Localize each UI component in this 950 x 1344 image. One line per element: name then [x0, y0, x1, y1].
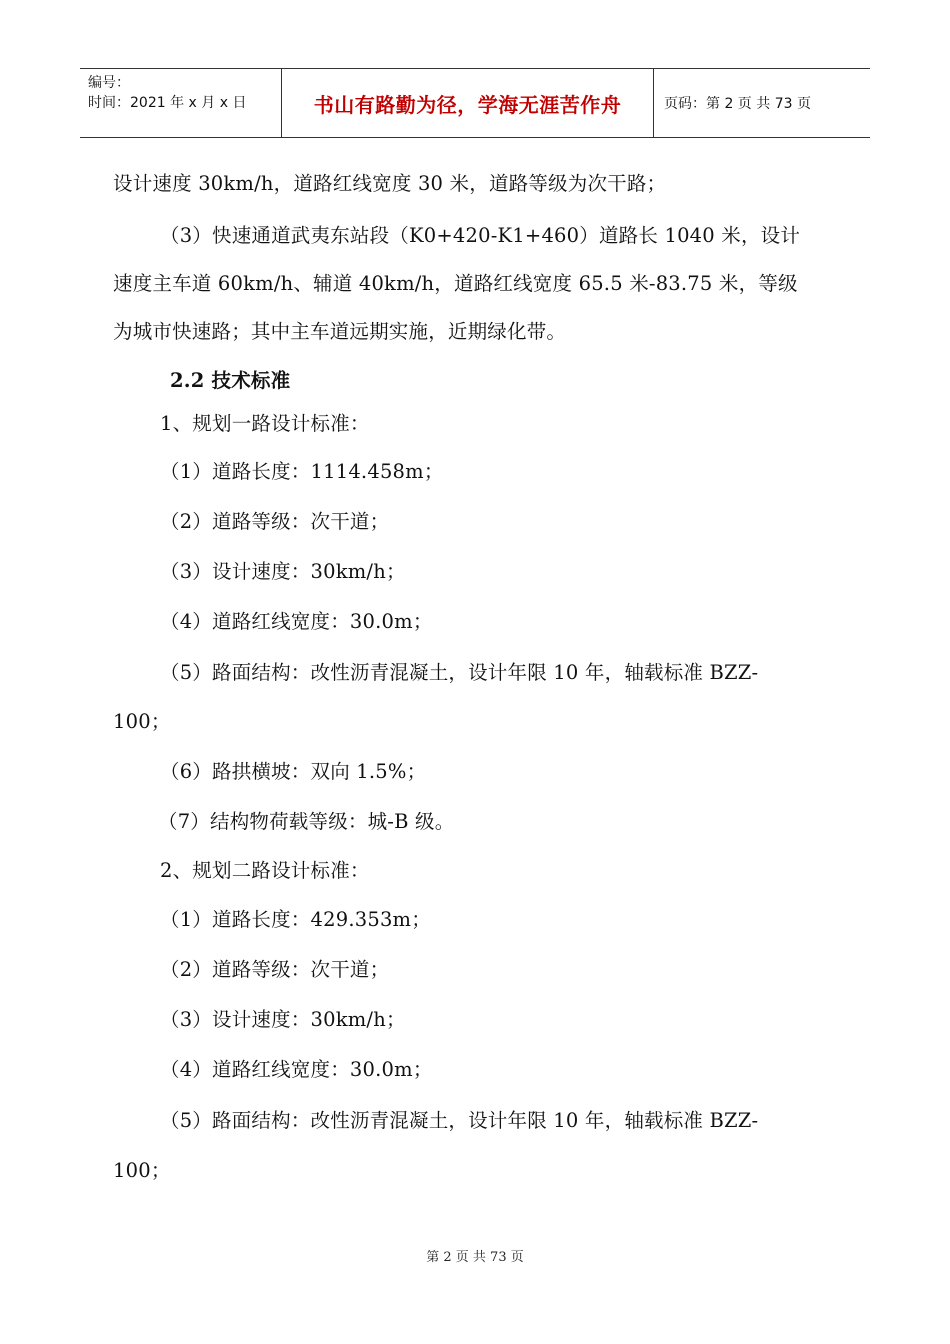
- body-line: （7）结构物荷载等级：城-B 级。: [158, 810, 455, 833]
- body-line: 100；: [113, 1159, 171, 1182]
- page-footer: 第 2 页 共 73 页: [426, 1250, 524, 1265]
- body-line: 100；: [113, 710, 171, 733]
- page-header: [80, 68, 870, 138]
- document-number-label: 编号：: [88, 75, 130, 91]
- body-line: 1、规划一路设计标准：: [160, 412, 370, 435]
- section-heading: 2.2 技术标准: [170, 369, 291, 392]
- body-line: （5）路面结构：改性沥青混凝土，设计年限 10 年，轴载标准 BZZ-: [160, 661, 759, 684]
- body-line: 为城市快速路；其中主车道远期实施，近期绿化带。: [113, 320, 567, 343]
- body-line: （1）道路长度：429.353m；: [160, 908, 431, 931]
- body-line: （2）道路等级：次干道；: [160, 958, 390, 981]
- header-motto-cell: [282, 69, 654, 137]
- header-motto: 书山有路勤为径，学海无涯苦作舟: [313, 92, 622, 117]
- body-line: （3）设计速度：30km/h；: [160, 1008, 406, 1031]
- body-line: （4）道路红线宽度：30.0m；: [160, 610, 433, 633]
- body-line: （4）道路红线宽度：30.0m；: [160, 1058, 433, 1081]
- body-line: 速度主车道 60km/h、辅道 40km/h，道路红线宽度 65.5 米-83.75 米，等级: [113, 272, 798, 295]
- document-date-label: 时间：2021 年 x 月 x 日: [88, 95, 247, 111]
- body-line: 设计速度 30km/h，道路红线宽度 30 米，道路等级为次干路；: [113, 172, 667, 195]
- header-page-cell: [654, 69, 870, 137]
- body-line: （5）路面结构：改性沥青混凝土，设计年限 10 年，轴载标准 BZZ-: [160, 1109, 759, 1132]
- body-line: （6）路拱横坡：双向 1.5%；: [160, 760, 427, 783]
- body-line: 2、规划二路设计标准：: [160, 859, 370, 882]
- header-page-info: 页码：第 2 页 共 73 页: [664, 96, 811, 112]
- body-line: （3）快速通道武夷东站段（K0+420-K1+460）道路长 1040 米，设计: [160, 224, 801, 247]
- body-line: （3）设计速度：30km/h；: [160, 560, 406, 583]
- body-line: （1）道路长度：1114.458m；: [160, 460, 444, 483]
- body-line: （2）道路等级：次干道；: [160, 510, 390, 533]
- header-meta-cell: [80, 69, 282, 137]
